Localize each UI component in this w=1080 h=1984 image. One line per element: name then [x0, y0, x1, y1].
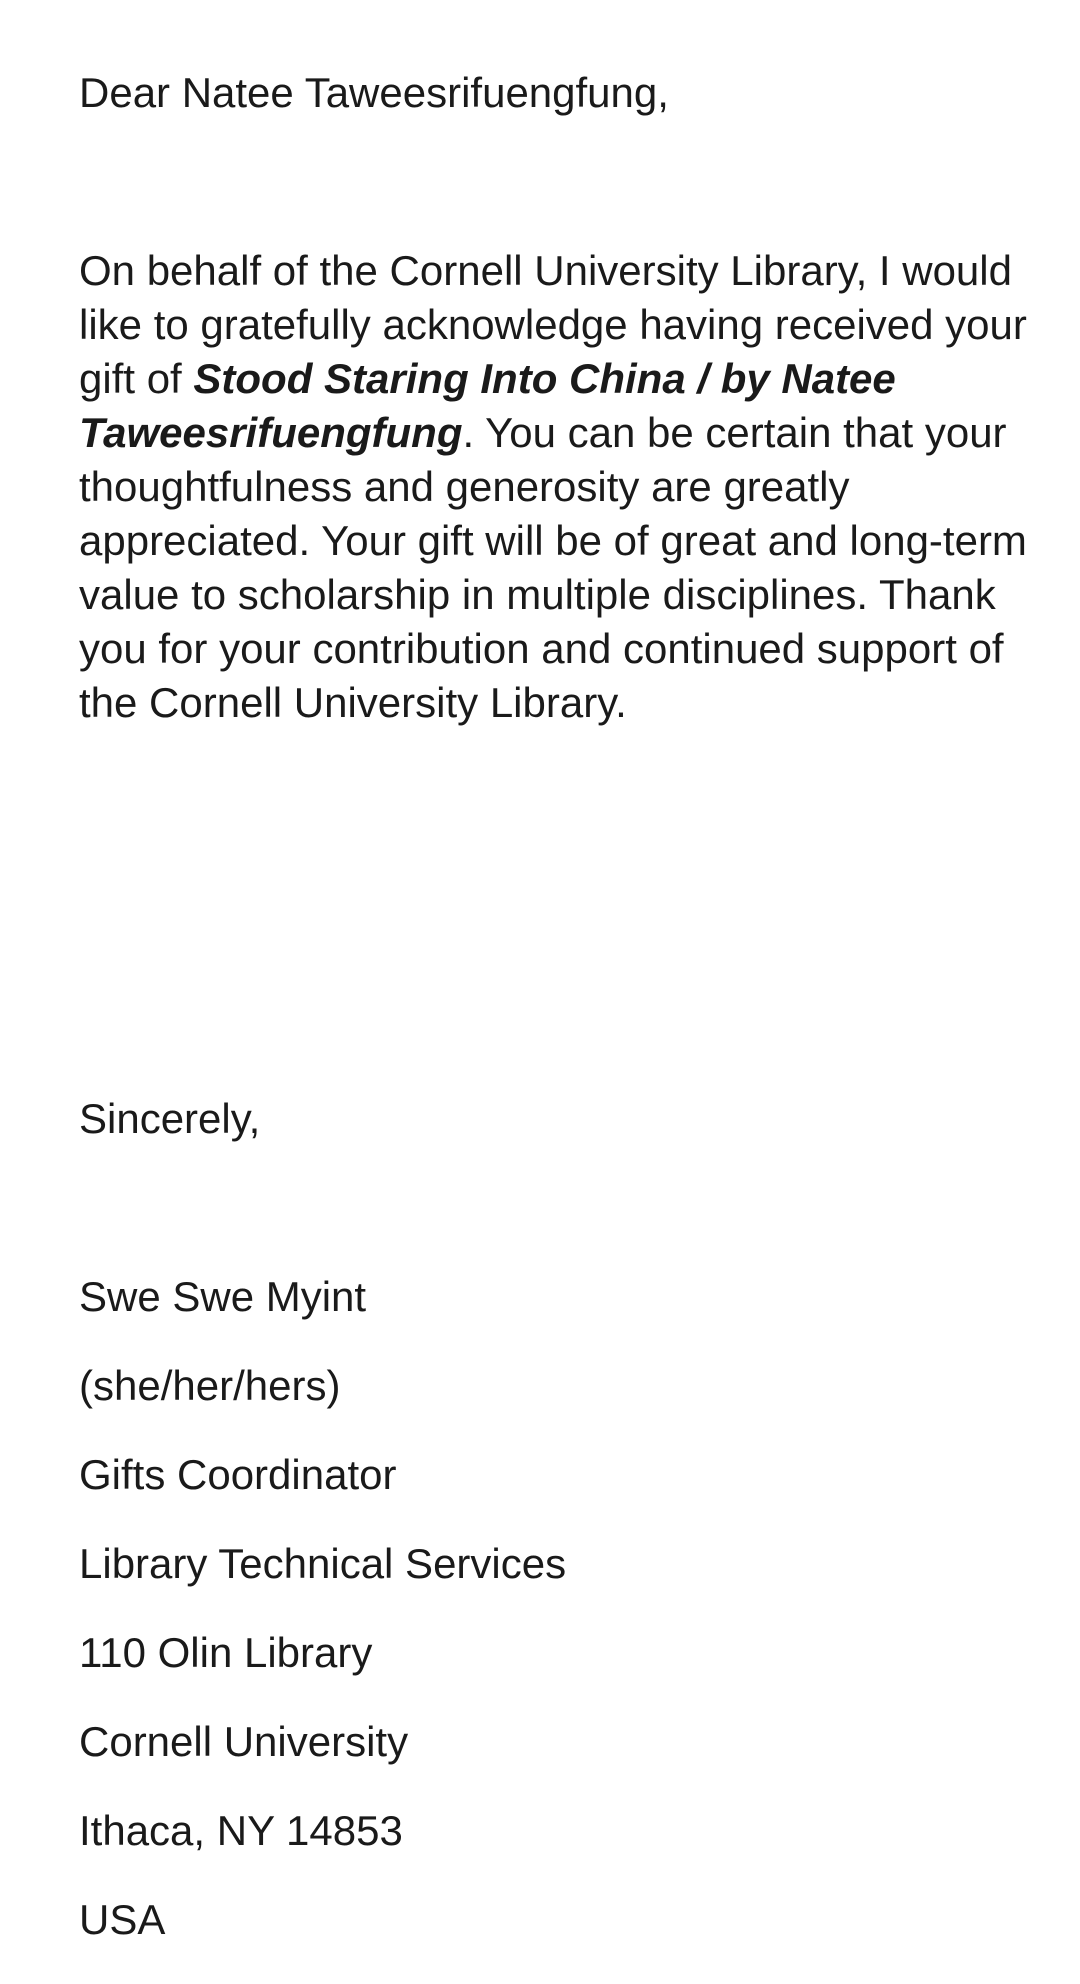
- signature-city-state-zip: Ithaca, NY 14853: [79, 1807, 403, 1854]
- signature-office: 110 Olin Library: [79, 1629, 373, 1676]
- signature-name: Swe Swe Myint: [79, 1273, 367, 1320]
- signature-pronouns: (she/her/hers): [79, 1362, 341, 1409]
- signature-title: Gifts Coordinator: [79, 1451, 397, 1498]
- greeting: Dear Natee Taweesrifuengfung,: [79, 69, 669, 116]
- letter-body: [79, 244, 1039, 730]
- closing: Sincerely,: [79, 1095, 261, 1142]
- body-text-rest: . You can be certain that your thoughtfulness and generosity are greatly appreciated. Your gift will be of great and long-term value to scholarship in multiple disciplines. Thank you for your contribution and continued support of the Cornell University Library.: [79, 409, 1027, 726]
- gift-title: Stood Staring Into China / by Natee Taweesrifuengfung: [79, 355, 896, 456]
- signature-country: USA: [79, 1896, 166, 1943]
- signature-institution: Cornell University: [79, 1718, 409, 1765]
- signature-department: Library Technical Services: [79, 1540, 567, 1587]
- body-text-intro: On behalf of the Cornell University Library, I would like to gratefully acknowledge having received your gift of: [79, 247, 1027, 402]
